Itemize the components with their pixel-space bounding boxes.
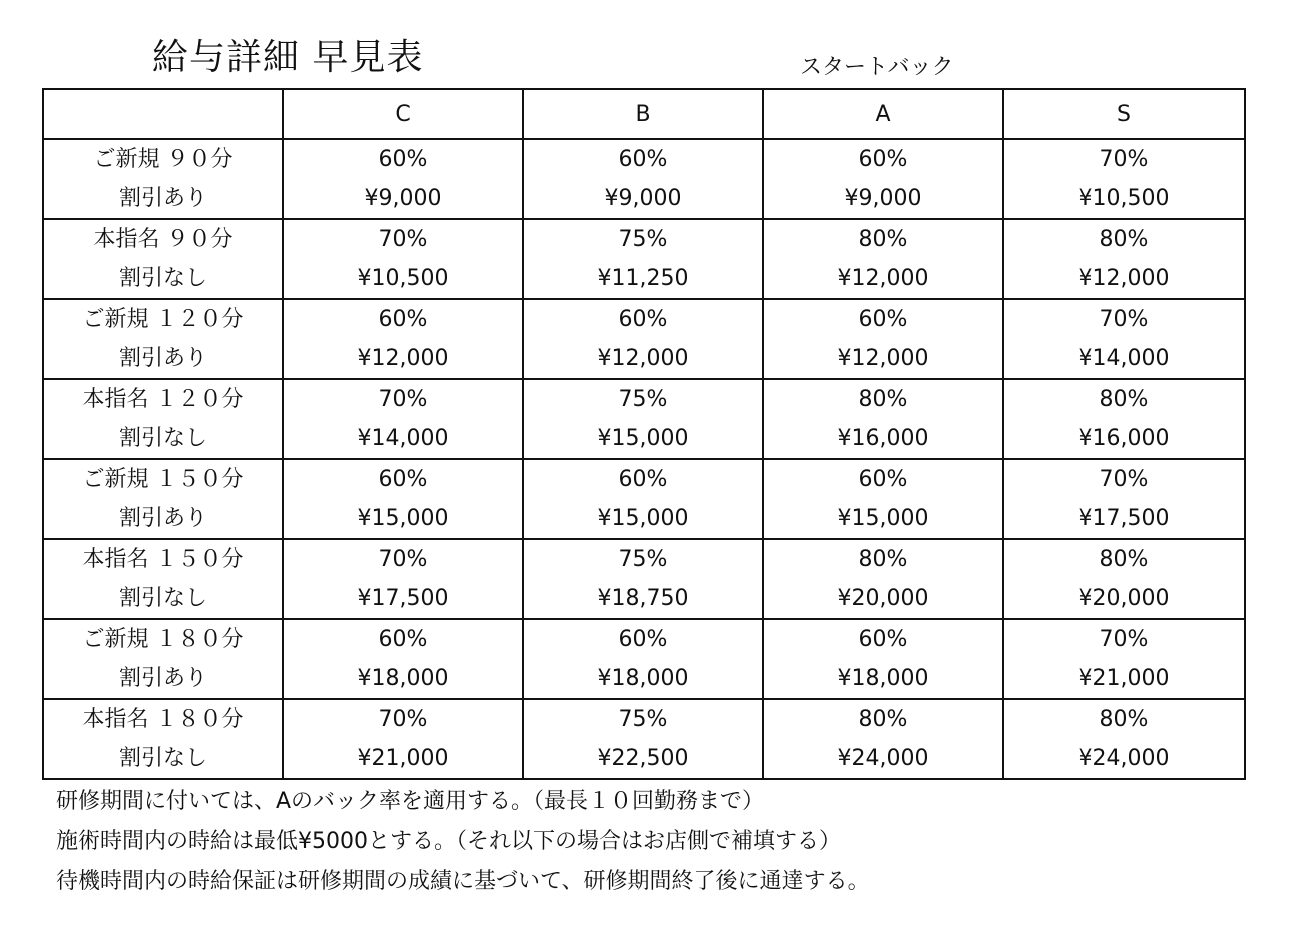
pay-amount: ¥14,000: [1078, 346, 1170, 371]
course-name: 本指名 １２０分: [82, 387, 244, 412]
rate-cell: [1003, 459, 1245, 539]
pay-amount: ¥21,000: [1078, 666, 1170, 691]
pay-amount: ¥9,000: [364, 186, 442, 211]
rate-cell: [283, 219, 523, 299]
rate-cell: [763, 539, 1003, 619]
back-rate: 75%: [618, 227, 668, 252]
pay-amount: ¥20,000: [837, 586, 929, 611]
table-row: [43, 299, 1245, 379]
back-rate: 70%: [378, 547, 428, 572]
table-row: [43, 379, 1245, 459]
table-row: [43, 139, 1245, 219]
pay-amount: ¥16,000: [1078, 426, 1170, 451]
rate-cell: [763, 139, 1003, 219]
rate-cell: [1003, 219, 1245, 299]
rate-cell: [523, 619, 763, 699]
rate-cell: [523, 219, 763, 299]
back-rate: 60%: [378, 147, 428, 172]
back-rate: 70%: [1099, 147, 1149, 172]
course-name: ご新規 １２０分: [82, 307, 244, 332]
back-rate: 60%: [858, 307, 908, 332]
row-label-cell: [43, 139, 283, 219]
pay-amount: ¥18,750: [597, 586, 689, 611]
discount-status: 割引なし: [118, 266, 207, 291]
row-label-cell: [43, 539, 283, 619]
back-rate: 70%: [378, 387, 428, 412]
page-title: 給与詳細 早見表: [152, 37, 424, 78]
discount-status: 割引あり: [118, 346, 207, 371]
pay-amount: ¥17,500: [357, 586, 449, 611]
back-rate: 80%: [1099, 387, 1149, 412]
pay-amount: ¥10,500: [1078, 186, 1170, 211]
rate-cell: [523, 459, 763, 539]
back-rate: 60%: [858, 467, 908, 492]
pay-amount: ¥24,000: [837, 746, 929, 771]
rate-cell: [763, 379, 1003, 459]
rate-cell: [283, 299, 523, 379]
rate-cell: [283, 139, 523, 219]
back-rate: 60%: [378, 467, 428, 492]
back-rate: 60%: [858, 147, 908, 172]
pay-rate-table: [42, 88, 1246, 780]
back-rate: 80%: [1099, 227, 1149, 252]
standby-wage-guarantee-note: 待機時間内の時給保証は研修期間の成績に基づいて、研修期間終了後に通達する。: [56, 869, 870, 894]
back-rate: 60%: [618, 307, 668, 332]
discount-status: 割引なし: [118, 746, 207, 771]
table-row: [43, 219, 1245, 299]
pay-amount: ¥12,000: [837, 346, 929, 371]
pay-amount: ¥12,000: [597, 346, 689, 371]
row-label-cell: [43, 299, 283, 379]
rate-cell: [523, 539, 763, 619]
back-rate: 60%: [618, 147, 668, 172]
pay-amount: ¥9,000: [604, 186, 682, 211]
back-rate: 80%: [858, 547, 908, 572]
pay-amount: ¥22,500: [597, 746, 689, 771]
pay-amount: ¥10,500: [357, 266, 449, 291]
pay-amount: ¥24,000: [1078, 746, 1170, 771]
table-row: [43, 459, 1245, 539]
rate-cell: [1003, 619, 1245, 699]
back-rate: 60%: [378, 627, 428, 652]
back-rate: 80%: [858, 387, 908, 412]
table-row: [43, 699, 1245, 779]
column-header-a: A: [763, 89, 1003, 139]
pay-amount: ¥15,000: [597, 506, 689, 531]
back-rate: 70%: [1099, 467, 1149, 492]
table-corner-cell: [43, 89, 283, 139]
pay-amount: ¥18,000: [597, 666, 689, 691]
discount-status: 割引なし: [118, 426, 207, 451]
column-header-s: S: [1003, 89, 1245, 139]
pay-amount: ¥15,000: [597, 426, 689, 451]
row-label-cell: [43, 619, 283, 699]
back-rate: 70%: [378, 707, 428, 732]
rate-cell: [523, 139, 763, 219]
pay-amount: ¥12,000: [837, 266, 929, 291]
notes-section: [56, 782, 870, 902]
table-row: [43, 619, 1245, 699]
back-rate: 80%: [858, 227, 908, 252]
rate-cell: [1003, 139, 1245, 219]
back-rate: 60%: [858, 627, 908, 652]
rate-cell: [523, 699, 763, 779]
training-period-note: 研修期間に付いては、Aのバック率を適用する。（最長１０回勤務まで）: [56, 789, 765, 814]
pay-amount: ¥17,500: [1078, 506, 1170, 531]
rate-cell: [1003, 699, 1245, 779]
pay-amount: ¥15,000: [357, 506, 449, 531]
row-label-cell: [43, 379, 283, 459]
column-header-c: C: [283, 89, 523, 139]
rate-cell: [763, 619, 1003, 699]
table-row: [43, 539, 1245, 619]
pay-amount: ¥18,000: [357, 666, 449, 691]
pay-amount: ¥15,000: [837, 506, 929, 531]
back-rate: 75%: [618, 707, 668, 732]
pay-amount: ¥18,000: [837, 666, 929, 691]
back-rate: 70%: [1099, 307, 1149, 332]
back-rate: 75%: [618, 547, 668, 572]
pay-amount: ¥20,000: [1078, 586, 1170, 611]
course-name: ご新規 １８０分: [82, 627, 244, 652]
rate-cell: [763, 219, 1003, 299]
discount-status: 割引なし: [118, 586, 207, 611]
row-label-cell: [43, 219, 283, 299]
pay-amount: ¥12,000: [357, 346, 449, 371]
back-rate: 60%: [618, 627, 668, 652]
discount-status: 割引あり: [118, 506, 207, 531]
back-rate: 80%: [1099, 707, 1149, 732]
back-rate: 80%: [1099, 547, 1149, 572]
back-rate: 60%: [378, 307, 428, 332]
pay-amount: ¥12,000: [1078, 266, 1170, 291]
rate-cell: [523, 379, 763, 459]
row-label-cell: [43, 699, 283, 779]
back-rate: 60%: [618, 467, 668, 492]
rate-cell: [283, 379, 523, 459]
rate-cell: [1003, 379, 1245, 459]
minimum-hourly-wage-note: 施術時間内の時給は最低¥5000とする。（それ以下の場合はお店側で補填する）: [56, 829, 841, 854]
pay-amount: ¥16,000: [837, 426, 929, 451]
rate-cell: [283, 459, 523, 539]
back-rate: 70%: [378, 227, 428, 252]
column-header-b: B: [523, 89, 763, 139]
pay-amount: ¥21,000: [357, 746, 449, 771]
rate-cell: [523, 299, 763, 379]
course-name: 本指名 ９０分: [93, 227, 233, 252]
back-rate: 70%: [1099, 627, 1149, 652]
rate-cell: [1003, 299, 1245, 379]
discount-status: 割引あり: [118, 666, 207, 691]
rate-cell: [763, 699, 1003, 779]
rate-cell: [1003, 539, 1245, 619]
rate-cell: [283, 619, 523, 699]
pay-amount: ¥11,250: [597, 266, 689, 291]
pay-amount: ¥14,000: [357, 426, 449, 451]
page-subtitle: スタートバック: [800, 55, 954, 80]
discount-status: 割引あり: [118, 186, 207, 211]
pay-amount: ¥9,000: [844, 186, 922, 211]
rate-cell: [763, 299, 1003, 379]
rate-cell: [283, 539, 523, 619]
rate-cell: [763, 459, 1003, 539]
row-label-cell: [43, 459, 283, 539]
back-rate: 75%: [618, 387, 668, 412]
back-rate: 80%: [858, 707, 908, 732]
course-name: 本指名 １５０分: [82, 547, 244, 572]
course-name: ご新規 ９０分: [93, 147, 233, 172]
rate-cell: [283, 699, 523, 779]
table-header-row: [43, 89, 1245, 139]
course-name: ご新規 １５０分: [82, 467, 244, 492]
course-name: 本指名 １８０分: [82, 707, 244, 732]
